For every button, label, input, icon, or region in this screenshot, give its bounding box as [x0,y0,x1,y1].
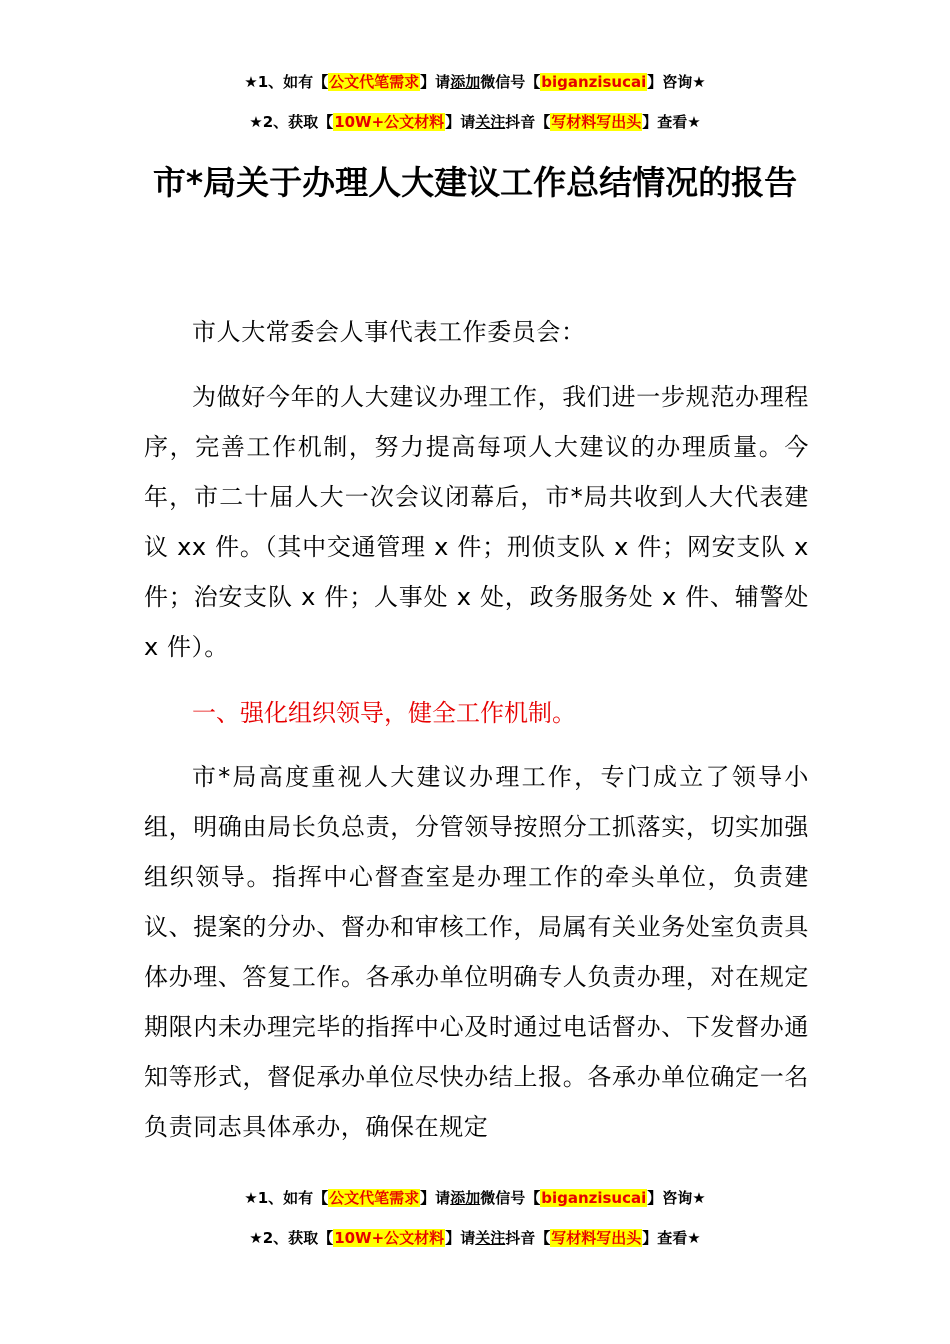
promo-text: 抖音【 [505,113,551,131]
promo-highlight-wechat-id: biganzisucai [541,1189,647,1207]
promo-prefix: ★1、如有【 [244,1189,329,1207]
promo-highlight-materials: 10W+公文材料 [334,1229,445,1247]
header-promo-line-1 [0,72,950,92]
promo-text: 微信号【 [480,1189,541,1207]
promo-suffix: 】咨询★ [647,1189,706,1207]
header-promo-line-2 [0,112,950,132]
promo-underlined-text: 关注 [475,113,506,131]
promo-highlight-service: 公文代笔需求 [329,73,420,91]
promo-text: 】请 [420,73,451,91]
promo-prefix: ★1、如有【 [244,73,329,91]
document-title: 市*局关于办理人大建议工作总结情况的报告 [152,163,798,202]
promo-text: 微信号【 [480,73,541,91]
promo-highlight-douyin: 写材料写出头 [551,113,642,131]
section-1-heading: 一、强化组织领导，健全工作机制。 [192,699,576,727]
promo-prefix: ★2、获取【 [249,113,334,131]
promo-highlight-douyin: 写材料写出头 [551,1229,642,1247]
promo-suffix: 】查看★ [642,113,701,131]
section-1-body: 市*局高度重视人大建议办理工作，专门成立了领导小组，明确由局长负总责，分管领导按照分工抓落实，切实加强组织领导。指挥中心督查室是办理工作的牵头单位，负责建议、提案的分办、督办和审核工作，局属有关业务处室负责具体办理、答复工作。各承办单位明确专人负责办理，对在规定期限内未办理完毕的指挥中心及时通过电话督办、下发督办通知等形式，督促承办单位尽快办结上报。各承办单位确定一名负责同志具体承办，确保在规定 [144,763,809,1141]
promo-highlight-materials: 10W+公文材料 [334,113,445,131]
promo-highlight-service: 公文代笔需求 [329,1189,420,1207]
promo-suffix: 】查看★ [642,1229,701,1247]
promo-suffix: 】咨询★ [647,73,706,91]
promo-text: 】请 [445,1229,476,1247]
promo-underlined-text: 添加 [450,1189,481,1207]
promo-text: 】请 [445,113,476,131]
footer-promo-line-2 [0,1228,950,1248]
intro-paragraph: 为做好今年的人大建议办理工作，我们进一步规范办理程序，完善工作机制，努力提高每项人大建议的办理质量。今年，市二十届人大一次会议闭幕后，市*局共收到人大代表建议 xx 件。（其中交通管理 x 件；刑侦支队 x 件；网安支队 x 件；治安支队 x 件；人事处 x 处，政务服务处 x 件、辅警处 x 件）。 [144,383,809,661]
promo-underlined-text: 添加 [450,73,481,91]
promo-text: 】请 [420,1189,451,1207]
promo-text: 抖音【 [505,1229,551,1247]
promo-underlined-text: 关注 [475,1229,506,1247]
promo-prefix: ★2、获取【 [249,1229,334,1247]
salutation: 市人大常委会人事代表工作委员会： [192,318,586,346]
promo-highlight-wechat-id: biganzisucai [541,73,647,91]
footer-promo-line-1 [0,1188,950,1208]
